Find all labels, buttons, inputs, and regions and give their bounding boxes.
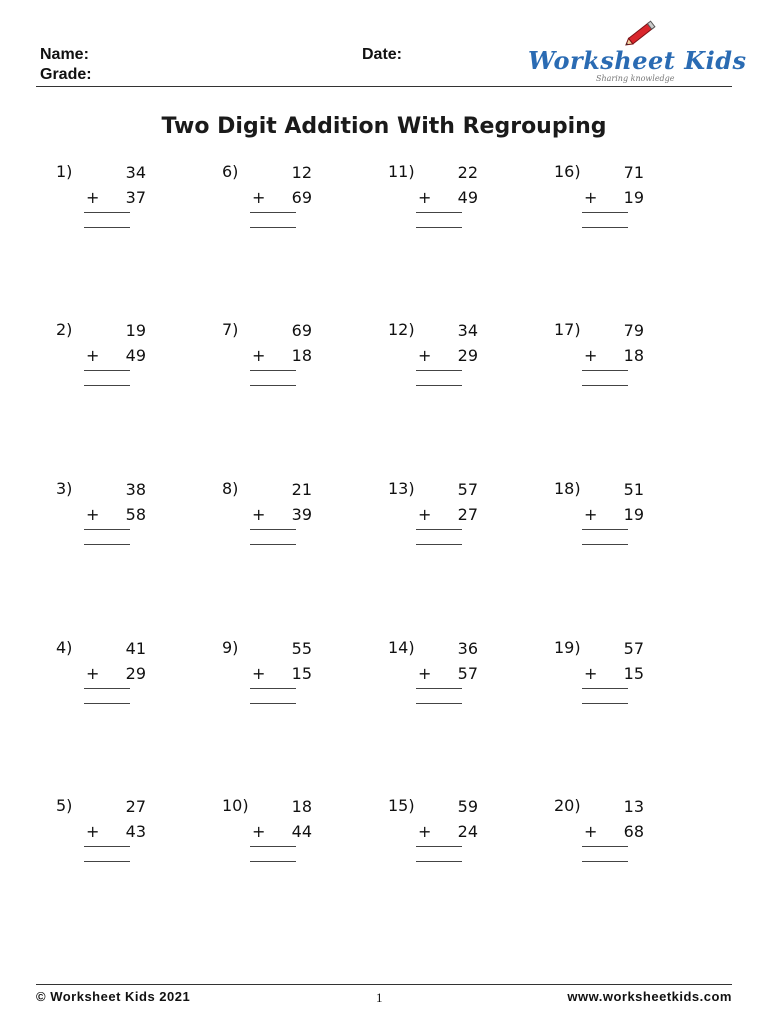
problem-number: 10)	[222, 796, 249, 815]
addition-problem	[56, 480, 166, 570]
sum-line	[416, 529, 462, 530]
name-label: Name:	[40, 46, 89, 63]
first-addend: 41	[125, 639, 146, 658]
plus-sign: +	[86, 346, 100, 365]
sum-line	[250, 688, 296, 689]
second-addend: 58	[125, 505, 146, 524]
answer-line[interactable]	[582, 703, 628, 704]
problem-number: 17)	[554, 320, 581, 339]
second-addend: 68	[623, 822, 644, 841]
answer-line[interactable]	[84, 544, 130, 545]
answer-line[interactable]	[416, 703, 462, 704]
first-addend: 21	[291, 480, 312, 499]
plus-sign: +	[418, 346, 432, 365]
problem-number: 9)	[222, 638, 239, 657]
sum-line	[582, 846, 628, 847]
problem-number: 15)	[388, 796, 415, 815]
plus-sign: +	[584, 346, 598, 365]
addition-problem	[222, 480, 332, 570]
first-addend: 18	[291, 797, 312, 816]
second-addend: 49	[457, 188, 478, 207]
plus-sign: +	[418, 664, 432, 683]
answer-line[interactable]	[416, 544, 462, 545]
addition-problem	[56, 163, 166, 253]
first-addend: 12	[291, 163, 312, 182]
answer-line[interactable]	[416, 227, 462, 228]
answer-line[interactable]	[250, 703, 296, 704]
addition-problem	[554, 480, 664, 570]
sum-line	[84, 370, 130, 371]
sum-line	[250, 212, 296, 213]
addition-problem	[554, 797, 664, 887]
second-addend: 29	[457, 346, 478, 365]
plus-sign: +	[252, 664, 266, 683]
sum-line	[84, 846, 130, 847]
plus-sign: +	[86, 188, 100, 207]
addition-problem	[554, 321, 664, 411]
answer-line[interactable]	[582, 544, 628, 545]
answer-line[interactable]	[250, 227, 296, 228]
sum-line	[582, 212, 628, 213]
problem-number: 19)	[554, 638, 581, 657]
problem-number: 11)	[388, 162, 415, 181]
second-addend: 19	[623, 188, 644, 207]
addition-problem	[554, 163, 664, 253]
footer-page-number: 1	[376, 990, 383, 1005]
second-addend: 18	[291, 346, 312, 365]
first-addend: 34	[125, 163, 146, 182]
plus-sign: +	[252, 188, 266, 207]
second-addend: 57	[457, 664, 478, 683]
sum-line	[416, 370, 462, 371]
worksheet-kids-logo[interactable]	[526, 16, 747, 86]
plus-sign: +	[86, 664, 100, 683]
problem-number: 6)	[222, 162, 239, 181]
second-addend: 29	[125, 664, 146, 683]
answer-line[interactable]	[582, 227, 628, 228]
first-addend: 55	[291, 639, 312, 658]
sum-line	[84, 688, 130, 689]
plus-sign: +	[252, 346, 266, 365]
first-addend: 57	[623, 639, 644, 658]
plus-sign: +	[418, 188, 432, 207]
second-addend: 69	[291, 188, 312, 207]
plus-sign: +	[584, 664, 598, 683]
problem-number: 2)	[56, 320, 73, 339]
sum-line	[416, 688, 462, 689]
answer-line[interactable]	[250, 385, 296, 386]
first-addend: 19	[125, 321, 146, 340]
problem-number: 3)	[56, 479, 73, 498]
header-rule	[36, 86, 732, 87]
first-addend: 51	[623, 480, 644, 499]
footer-website-link[interactable]: www.worksheetkids.com	[567, 989, 732, 1004]
addition-problem	[554, 639, 664, 729]
sum-line	[250, 370, 296, 371]
problem-number: 7)	[222, 320, 239, 339]
footer-rule	[36, 984, 732, 985]
sum-line	[582, 688, 628, 689]
plus-sign: +	[584, 822, 598, 841]
pencil-icon	[622, 16, 662, 50]
first-addend: 38	[125, 480, 146, 499]
second-addend: 15	[291, 664, 312, 683]
problem-number: 8)	[222, 479, 239, 498]
answer-line[interactable]	[416, 861, 462, 862]
logo-text: Worksheet Kids	[528, 46, 747, 75]
plus-sign: +	[252, 505, 266, 524]
page-title: Two Digit Addition With Regrouping	[161, 114, 607, 139]
grade-label: Grade:	[40, 66, 92, 83]
problem-number: 1)	[56, 162, 73, 181]
addition-problem	[388, 321, 498, 411]
first-addend: 34	[457, 321, 478, 340]
second-addend: 15	[623, 664, 644, 683]
date-label: Date:	[362, 46, 403, 63]
addition-problem	[388, 797, 498, 887]
first-addend: 27	[125, 797, 146, 816]
plus-sign: +	[86, 505, 100, 524]
problem-number: 18)	[554, 479, 581, 498]
problem-number: 12)	[388, 320, 415, 339]
second-addend: 49	[125, 346, 146, 365]
sum-line	[84, 529, 130, 530]
addition-problem	[388, 163, 498, 253]
answer-line[interactable]	[84, 703, 130, 704]
answer-line[interactable]	[250, 544, 296, 545]
addition-problem	[56, 321, 166, 411]
addition-problem	[56, 639, 166, 729]
second-addend: 37	[125, 188, 146, 207]
answer-line[interactable]	[416, 385, 462, 386]
problem-number: 20)	[554, 796, 581, 815]
sum-line	[416, 846, 462, 847]
plus-sign: +	[584, 188, 598, 207]
answer-line[interactable]	[250, 861, 296, 862]
addition-problem	[222, 163, 332, 253]
footer-copyright: © Worksheet Kids 2021	[36, 989, 191, 1004]
addition-problem	[388, 639, 498, 729]
problem-number: 5)	[56, 796, 73, 815]
addition-problem	[222, 797, 332, 887]
first-addend: 69	[291, 321, 312, 340]
plus-sign: +	[86, 822, 100, 841]
sum-line	[84, 212, 130, 213]
logo-tagline: Sharing knowledge	[596, 74, 675, 83]
addition-problem	[388, 480, 498, 570]
answer-line[interactable]	[84, 227, 130, 228]
answer-line[interactable]	[84, 385, 130, 386]
problem-number: 16)	[554, 162, 581, 181]
answer-line[interactable]	[582, 385, 628, 386]
second-addend: 27	[457, 505, 478, 524]
second-addend: 19	[623, 505, 644, 524]
sum-line	[582, 370, 628, 371]
first-addend: 71	[623, 163, 644, 182]
first-addend: 59	[457, 797, 478, 816]
plus-sign: +	[584, 505, 598, 524]
first-addend: 13	[623, 797, 644, 816]
answer-line[interactable]	[84, 861, 130, 862]
addition-problem	[222, 321, 332, 411]
problem-number: 13)	[388, 479, 415, 498]
first-addend: 79	[623, 321, 644, 340]
sum-line	[416, 212, 462, 213]
first-addend: 36	[457, 639, 478, 658]
problem-number: 4)	[56, 638, 73, 657]
plus-sign: +	[418, 822, 432, 841]
plus-sign: +	[252, 822, 266, 841]
second-addend: 39	[291, 505, 312, 524]
addition-problem	[222, 639, 332, 729]
sum-line	[250, 846, 296, 847]
first-addend: 57	[457, 480, 478, 499]
sum-line	[582, 529, 628, 530]
plus-sign: +	[418, 505, 432, 524]
sum-line	[250, 529, 296, 530]
answer-line[interactable]	[582, 861, 628, 862]
problem-number: 14)	[388, 638, 415, 657]
first-addend: 22	[457, 163, 478, 182]
second-addend: 43	[125, 822, 146, 841]
second-addend: 18	[623, 346, 644, 365]
second-addend: 24	[457, 822, 478, 841]
addition-problem	[56, 797, 166, 887]
second-addend: 44	[291, 822, 312, 841]
